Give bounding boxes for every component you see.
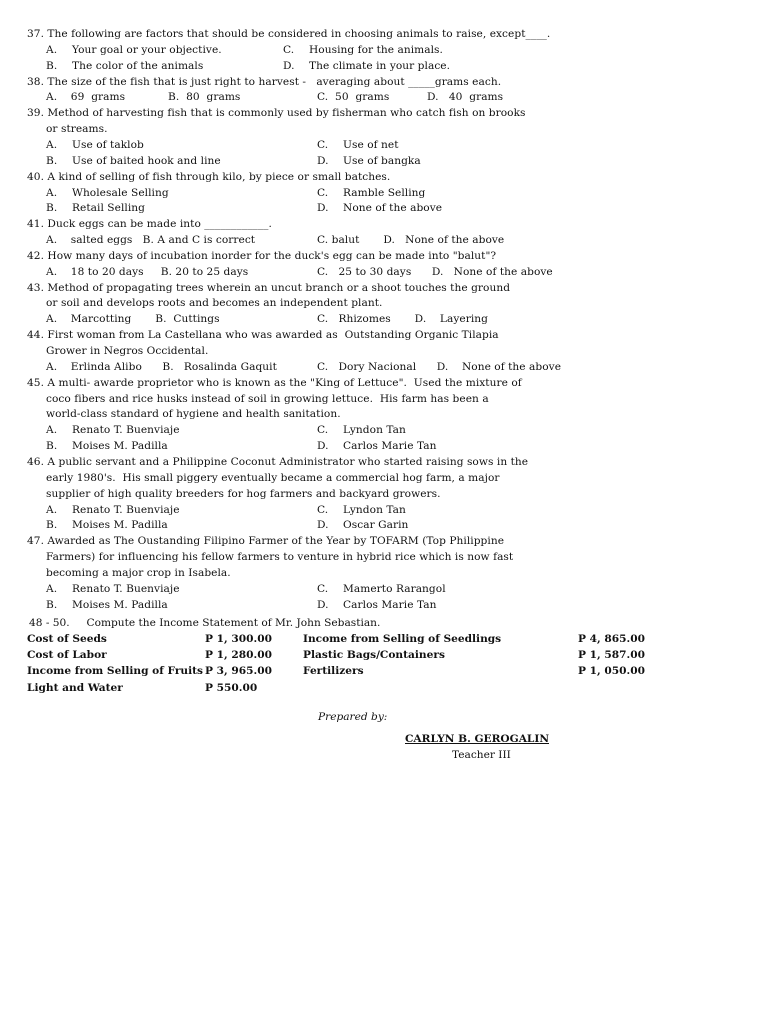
question-stem: 47. Awarded as The Oustanding Filipino Farmer of the Year by TOFARM (Top Philippine (27, 535, 505, 548)
answer-option (283, 43, 443, 57)
option-letter: D. (317, 202, 329, 215)
answer-option (46, 518, 168, 532)
option-text: The color of the animals (72, 59, 204, 72)
question-stem: world-class standard of hygiene and health sanitation. (46, 408, 341, 421)
option-text: Moises M. Padilla (72, 519, 168, 532)
option-text: Renato T. Buenviaje (72, 503, 180, 516)
option-letter: C. (317, 582, 329, 595)
income-item-label: Income from Selling of Fruits (27, 665, 203, 678)
answer-option (317, 503, 406, 517)
question-stem: or soil and develops roots and becomes an independent plant. (46, 297, 383, 310)
answer-options: A. 18 to 20 days B. 20 to 25 days (46, 265, 249, 278)
option-letter: A. (46, 582, 58, 595)
question-stem: 38. The size of the fish that is just right to harvest - averaging about _____grams each. (27, 75, 502, 88)
answer-option (317, 598, 437, 612)
answer-options: A. 69 grams (46, 91, 126, 104)
option-text: Wholesale Selling (72, 186, 169, 199)
answer-option (46, 154, 221, 168)
answer-option (317, 582, 446, 596)
income-heading: 48 - 50. Compute the Income Statement of Mr. John Sebastian. (29, 617, 381, 629)
question-stem: supplier of high quality breeders for hog farmers and backyard growers. (46, 487, 441, 500)
question-stem: 40. A kind of selling of fish through kilo, by piece or small batches. (27, 170, 391, 183)
option-letter: B. (46, 202, 58, 215)
answer-option (317, 518, 408, 532)
income-item-amount: P 550.00 (205, 681, 258, 694)
question-stem: 41. Duck eggs can be made into ____________. (27, 218, 272, 231)
option-text: Use of bangka (343, 154, 421, 167)
option-letter: C. (317, 186, 329, 199)
option-text: Mamerto Rarangol (343, 582, 446, 595)
income-item-label: Income from Selling of Seedlings (303, 633, 502, 645)
answer-option (46, 186, 169, 200)
answer-options: C. Dory Nacional D. None of the above (317, 360, 562, 373)
option-letter: B. (46, 519, 58, 532)
income-item-label: Plastic Bags/Containers (303, 649, 445, 662)
option-text: Use of taklob (72, 138, 144, 151)
question-stem: 44. First woman from La Castellana who was awarded as Outstanding Organic Tilapia (27, 329, 499, 342)
option-text: Lyndon Tan (343, 503, 406, 516)
question-stem: 42. How many days of incubation inorder for the duck's egg can be made into "balut"? (27, 249, 497, 262)
income-item-amount: P 1, 280.00 (205, 649, 272, 662)
question-stem: Farmers) for influencing his fellow farmers to venture in hybrid rice which is now fast (46, 551, 514, 564)
answer-option (46, 201, 145, 215)
question-stem: early 1980's. His small piggery eventually became a commercial hog farm, a major (46, 471, 500, 484)
answer-option (317, 138, 399, 152)
option-letter: A. (46, 138, 58, 151)
answer-option (317, 423, 406, 437)
answer-options: C. 25 to 30 days D. None of the above (317, 265, 553, 278)
income-item-amount: P 1, 587.00 (578, 649, 645, 662)
option-letter: D. (283, 59, 295, 72)
answer-option (46, 439, 168, 453)
option-letter: B. (46, 59, 58, 72)
option-text: Use of baited hook and line (72, 154, 221, 167)
income-item-label: Fertilizers (303, 665, 364, 678)
option-letter: D. (317, 440, 329, 453)
prepared-by-label: Prepared by: (318, 711, 388, 723)
option-text: Ramble Selling (343, 186, 426, 199)
income-item-label: Light and Water (27, 681, 123, 694)
answer-option (46, 59, 203, 73)
option-letter: A. (46, 43, 58, 56)
question-stem: becoming a major crop in Isabela. (46, 566, 231, 579)
option-text: Use of net (343, 138, 399, 151)
answer-option (46, 582, 180, 596)
option-text: Carlos Marie Tan (343, 598, 437, 611)
option-letter: B. (46, 440, 58, 453)
option-text: Renato T. Buenviaje (72, 582, 180, 595)
answer-option (46, 503, 180, 517)
option-letter: B. (46, 598, 58, 611)
teacher-name: CARLYN B. GEROGALIN (405, 733, 549, 745)
option-text: Housing for the animals. (309, 43, 443, 56)
option-text: Lyndon Tan (343, 424, 406, 437)
answer-options: A. Erlinda Alibo B. Rosalinda Gaquit (46, 360, 277, 373)
answer-option (283, 59, 450, 73)
option-letter: C. (317, 503, 329, 516)
income-item-label: Cost of Labor (27, 649, 107, 662)
option-text: Renato T. Buenviaje (72, 424, 180, 437)
answer-option (46, 423, 180, 437)
option-text: Carlos Marie Tan (343, 440, 437, 453)
option-text: Retail Selling (72, 202, 145, 215)
answer-options: C. balut D. None of the above (317, 234, 505, 247)
option-text: The climate in your place. (309, 59, 451, 72)
option-text: Your goal or your objective. (72, 43, 222, 56)
question-stem: or streams. (46, 123, 108, 136)
question-stem: 43. Method of propagating trees wherein an uncut branch or a shoot touches the ground (27, 281, 511, 294)
question-stem: 37. The following are factors that should be considered in choosing animals to raise, except____. (27, 28, 551, 40)
option-letter: D. (317, 519, 329, 532)
answer-options: A. salted eggs B. A and C is correct (46, 234, 256, 247)
answer-option (46, 43, 222, 57)
option-letter: A. (46, 186, 58, 199)
answer-option (46, 138, 144, 152)
option-letter: A. (46, 503, 58, 516)
income-item-amount: P 1, 050.00 (578, 665, 645, 678)
option-letter: A. (46, 424, 58, 437)
option-letter: D. (317, 154, 329, 167)
answer-options: D. 40 grams (427, 91, 504, 104)
income-item-amount: P 4, 865.00 (578, 633, 645, 645)
answer-option (317, 201, 442, 215)
option-text: None of the above (343, 202, 443, 215)
answer-option (46, 598, 168, 612)
question-stem: 46. A public servant and a Philippine Coconut Administrator who started raising sows in the (27, 455, 529, 468)
answer-options: C. Rhizomes D. Layering (317, 313, 488, 326)
answer-option (317, 186, 425, 200)
question-stem: 45. A multi- awarde proprietor who is known as the "King of Lettuce". Used the mixture of (27, 376, 522, 389)
option-letter: C. (317, 424, 329, 437)
option-letter: C. (317, 138, 329, 151)
option-text: Oscar Garin (343, 519, 409, 532)
income-item-amount: P 1, 300.00 (205, 633, 272, 645)
question-stem: coco fibers and rice husks instead of soil in growing lettuce. His farm has been a (46, 392, 489, 405)
option-text: Moises M. Padilla (72, 440, 168, 453)
option-letter: B. (46, 154, 58, 167)
question-stem: Grower in Negros Occidental. (46, 345, 209, 357)
answer-option (317, 154, 421, 168)
question-stem: 39. Method of harvesting fish that is commonly used by fisherman who catch fish on brooks (27, 107, 526, 120)
teacher-title: Teacher III (452, 749, 511, 761)
option-letter: C. (283, 43, 295, 56)
option-letter: D. (317, 598, 329, 611)
option-text: Moises M. Padilla (72, 598, 168, 611)
income-item-amount: P 3, 965.00 (205, 665, 272, 678)
income-item-label: Cost of Seeds (27, 633, 107, 645)
answer-option (317, 439, 437, 453)
answer-options: C. 50 grams (317, 91, 390, 104)
answer-options: A. Marcotting B. Cuttings (46, 313, 220, 326)
answer-options: B. 80 grams (168, 91, 241, 104)
